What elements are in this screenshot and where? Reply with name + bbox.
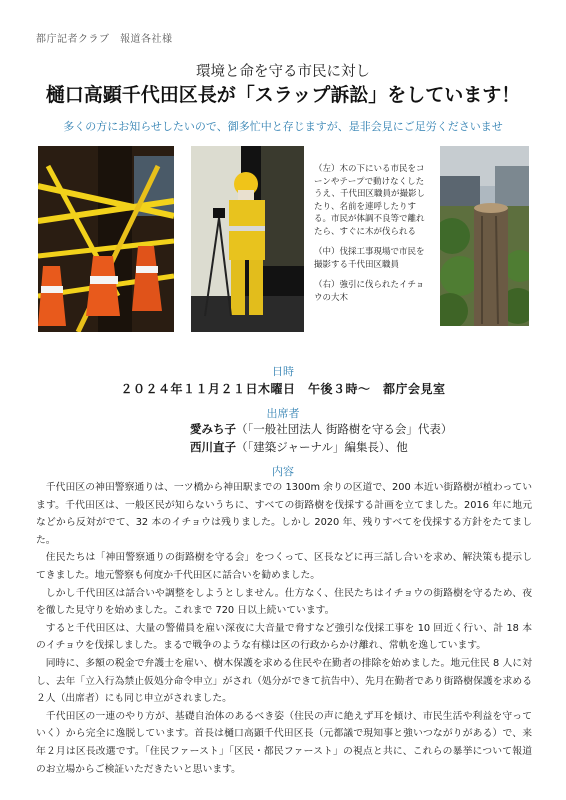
attendee-1-role: （「一般社団法人 街路樹を守る会」代表）: [236, 422, 453, 436]
caption-left: （左）木の下にいる市民をコーンやテープで動けなくしたうえ、千代田区職員が撮影したり、名前を連呼したりする。市民が体調不良等で離れたら、すぐに木が伐られる: [314, 164, 426, 237]
content-paragraph: 千代田区の神田警察通りは、一ツ橋から神田駅までの 1300m 余りの区道で、200 本近い街路樹が植わっています。千代田区は、一般区民が知らないうちに、すべての街路樹を伐採する計画を立てました。2016 年に地元などから反対がでて、32 本のイチョウは残りました。しかし 2020 年、残りすべてを伐採する方針をたてました。: [36, 482, 532, 546]
recipient-line: 都庁記者クラブ 報道各社様: [36, 34, 173, 45]
appeal-text: 多くの方にお知らせしたいので、御多忙中と存じますが、是非会見にご足労くださいませ: [63, 120, 503, 133]
photo-captions: [314, 163, 432, 312]
content-body: [36, 479, 532, 778]
attendee-2-role: （「建築ジャーナル」編集長）、他: [236, 440, 408, 454]
content-paragraph: すると千代田区は、大量の警備員を雇い深夜に大音量で脅すなど強引な伐採工事を 10 回近く行い、計 18 本のイチョウを伐採しました。まるで戦争のような有様は区の行政からかけ離れ、常軌を逸しています。: [36, 622, 532, 652]
caption-right: （右）強引に伐られたイチョウの大木: [314, 280, 425, 303]
page-subtitle: 環境と命を守る市民に対し: [196, 64, 370, 80]
page-title: 樋口高顕千代田区長が「スラップ訴訟」をしています！: [45, 84, 521, 106]
worker-photo: [191, 146, 304, 332]
attendee-2: [190, 439, 408, 455]
content-paragraph: 同時に、多額の税金で弁護士を雇い、樹木保護を求める住民や在勤者の排除を始めました。地元住民 8 人に対し、去年「立入行為禁止仮処分命令申立」がされ（処分ができて抗告中）、先月在勤者であり街路樹保護を求める２人（出席者）にも同じ申立がされました。: [36, 657, 532, 705]
attendees-label: 出席者: [266, 407, 300, 420]
content-label: 内容: [272, 465, 294, 478]
attendee-1-name: 愛みち子: [190, 422, 236, 436]
tree-enclosure-photo: [38, 146, 174, 332]
schedule-datetime: ２０２４年１１月２１日木曜日 午後３時〜 都庁会見室: [120, 382, 446, 396]
attendee-1: [190, 421, 452, 437]
schedule-label: 日時: [272, 365, 294, 378]
caption-center: （中）伐採工事現場で市民を撮影する千代田区職員: [314, 247, 425, 270]
attendee-2-name: 西川直子: [190, 440, 236, 454]
content-paragraph: 千代田区の一連のやり方が、基礎自治体のあるべき姿（住民の声に絶えず耳を傾け、市民生活や利益を守っていく）から完全に逸脱しています。首長は樋口高顕千代田区長（元都議で現知事と強いつながりがある）で、来年２月は区長改選です。「住民ファースト」「区民・都民ファースト」の視点と共に、これらの暴挙について報道のお立場からご検証いただきたいと思います。: [36, 710, 532, 775]
content-paragraph: 住民たちは「神田警察通りの街路樹を守る会」をつくって、区長などに再三話し合いを求め、解決策も提示してきました。地元警察も何度か千代田区に話合いを勧めました。: [36, 552, 532, 581]
content-paragraph: しかし千代田区は話合いや調整をしようとしません。仕方なく、住民たちはイチョウの街路樹を守るため、夜を徹した見守りを始めました。これまで 720 日以上続いています。: [36, 587, 532, 617]
tree-stump-photo: [440, 146, 529, 326]
